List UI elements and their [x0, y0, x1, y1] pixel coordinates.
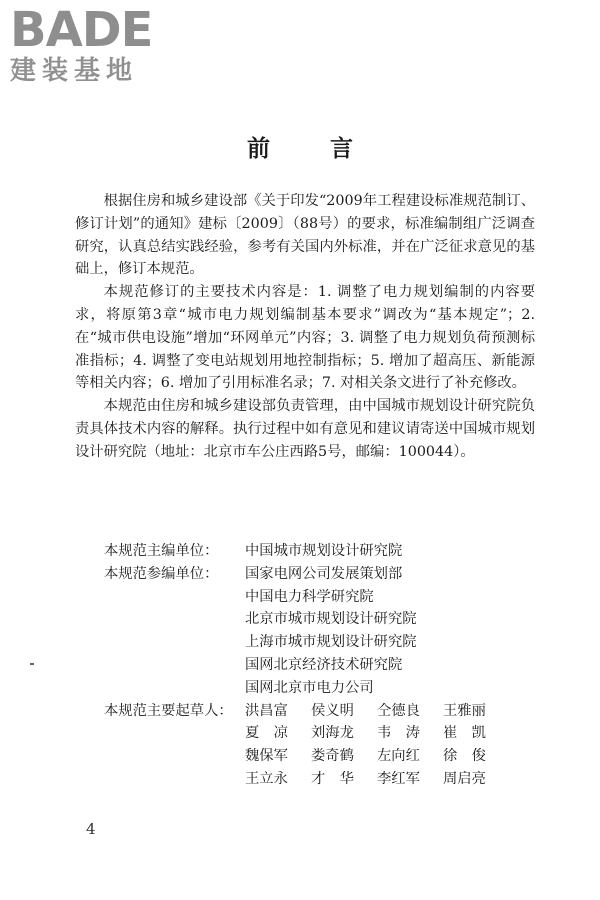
drafter-name: 魏保军	[245, 748, 288, 765]
chief-unit-label: 本规范主编单位：	[104, 543, 219, 559]
drafter-name: 王雅丽	[443, 702, 486, 719]
credits-block	[75, 540, 535, 791]
bade-logo	[10, 2, 180, 86]
participating-units-list	[245, 563, 417, 700]
logo-subtitle: 建装基地	[10, 56, 139, 86]
page-number: 4	[86, 820, 96, 838]
drafters-grid	[245, 700, 509, 791]
drafter-name: 左向红	[377, 748, 420, 765]
margin-mark	[30, 663, 34, 665]
participating-unit: 中国电力科学研究院	[245, 588, 374, 605]
participating-unit: 国家电网公司发展策划部	[245, 565, 403, 582]
chief-unit-row	[75, 540, 535, 563]
drafter-name: 韦 涛	[377, 725, 420, 742]
preface-body	[75, 190, 535, 464]
paragraph: 本规范由住房和城乡建设部负责管理，由中国城市规划设计研究院负责具体技术内容的解释。执行过程中如有意见和建议请寄送中国城市规划设计研究院（地址：北京市车公庄西路5号，邮编：100044）。	[75, 398, 535, 460]
drafter-name: 李红军	[377, 770, 420, 787]
participating-unit: 国网北京市电力公司	[245, 679, 374, 696]
participating-unit: 上海市城市规划设计研究院	[245, 634, 417, 651]
drafter-name: 娄奇鹤	[311, 748, 354, 765]
drafter-name: 洪昌富	[245, 702, 288, 719]
drafter-name: 夏 凉	[245, 725, 288, 742]
drafter-name: 崔 凯	[443, 725, 486, 742]
logo-wordmark: BADE	[10, 2, 153, 58]
page-title: 前 言	[246, 135, 379, 162]
drafters-label: 本规范主要起草人：	[104, 702, 233, 719]
participating-unit: 北京市城市规划设计研究院	[245, 611, 417, 628]
participating-units-row	[75, 563, 535, 700]
drafter-name: 周启亮	[443, 770, 486, 787]
drafter-name: 才 华	[311, 770, 354, 787]
drafter-name: 侯义明	[311, 702, 354, 719]
drafters-row	[75, 700, 535, 791]
drafter-name: 王立永	[245, 770, 288, 787]
participating-units-label: 本规范参编单位：	[104, 565, 219, 582]
drafter-name: 仝德良	[377, 702, 420, 719]
chief-unit-value: 中国城市规划设计研究院	[245, 543, 403, 559]
paragraph: 根据住房和城乡建设部《关于印发“2009年工程建设标准规范制订、修订计划”的通知》建标〔2009〕（88号）的要求，标准编制组广泛调查研究，认真总结实践经验，参考有关国内外标准，并在广泛征求意见的基础上，修订本规范。	[75, 193, 535, 278]
drafter-name: 刘海龙	[311, 725, 354, 742]
drafter-name: 徐 俊	[443, 748, 486, 765]
participating-unit: 国网北京经济技术研究院	[245, 656, 403, 673]
paragraph: 本规范修订的主要技术内容是：1. 调整了电力规划编制的内容要求，将原第3章“城市电力规划编制基本要求”调改为“基本规定”；2. 在“城市供电设施”增加“环网单元”内容；3. 调整了电力规划负荷预测标准指标；4. 调整了变电站规划用地控制指标；5. 增加了超高压、新能源等相关内容；6. 增加了引用标准名录；7. 对相关条文进行了补充修改。	[75, 284, 535, 392]
